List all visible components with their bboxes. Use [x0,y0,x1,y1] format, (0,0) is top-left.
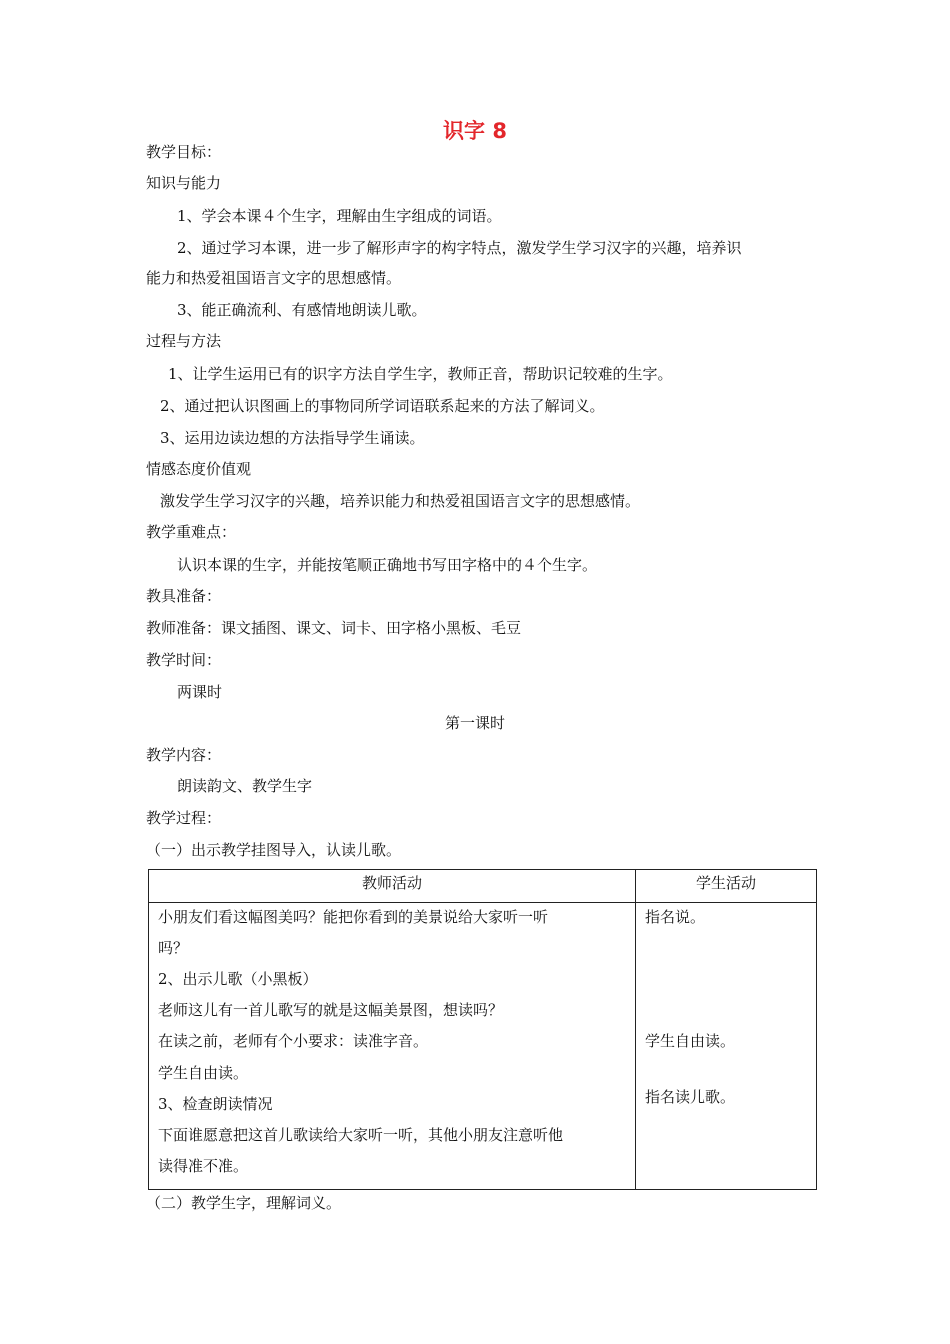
process-item-2: 2、通过把认识图画上的事物同所学词语联系起来的方法了解词义。 [160,397,605,415]
knowledge-item-1: 1、学会本课４个生字，理解由生字组成的词语。 [177,207,502,225]
header-student-activity: 学生活动 [636,870,817,903]
content-heading: 教学内容： [146,746,222,764]
teacher-line: 小朋友们看这幅图美吗？能把你看到的美景说给大家听一听 [158,908,549,926]
teacher-line: 3、检查朗读情况 [158,1095,273,1113]
knowledge-item-3: 3、能正确流利、有感情地朗读儿歌。 [177,301,427,319]
emotion-text: 激发学生学习汉字的兴趣，培养识能力和热爱祖国语言文字的思想感情。 [160,492,641,510]
table-row [149,903,817,1190]
page-title: 识字 8 [443,119,507,143]
activity-table [148,869,817,1190]
teacher-line: 下面谁愿意把这首儿歌读给大家听一听，其他小朋友注意听他 [158,1126,564,1144]
student-activity-cell [636,903,817,1190]
step-2: （二）教学生字，理解词义。 [146,1194,342,1212]
step-1: （一）出示教学挂图导入，认读儿歌。 [146,841,402,859]
table-header-row [149,870,817,903]
process-heading: 过程与方法 [146,332,222,350]
content-text: 朗读韵文、教学生字 [177,777,313,795]
lesson-title: 第一课时 [444,714,505,732]
teacher-line: 在读之前，老师有个小要求：读准字音。 [158,1032,429,1050]
tools-heading: 教具准备： [146,587,222,605]
process-item-1: 1、让学生运用已有的识字方法自学生字，教师正音，帮助识记较难的生字。 [168,365,673,383]
key-heading: 教学重难点： [146,523,237,541]
student-line: 指名说。 [645,908,706,926]
teacher-line: 读得准不准。 [158,1157,249,1175]
teacher-activity-cell [149,903,636,1190]
tools-text: 教师准备：课文插图、课文、词卡、田字格小黑板、毛豆 [146,619,522,637]
student-line: 学生自由读。 [645,1032,736,1050]
goals-heading: 教学目标： [146,143,222,161]
time-text: 两课时 [177,683,223,701]
key-text: 认识本课的生字，并能按笔顺正确地书写田字格中的４个生字。 [177,556,598,574]
teacher-line: 2、出示儿歌（小黑板） [158,970,318,988]
header-teacher-activity: 教师活动 [149,870,636,903]
student-line: 指名读儿歌。 [645,1088,736,1106]
teacher-line: 老师这儿有一首儿歌写的就是这幅美景图，想读吗？ [158,1001,504,1019]
teacher-line: 吗？ [158,939,189,957]
procedure-heading: 教学过程： [146,809,222,827]
knowledge-item-2-cont: 能力和热爱祖国语言文字的思想感情。 [146,269,402,287]
knowledge-heading: 知识与能力 [146,174,222,192]
emotion-heading: 情感态度价值观 [146,460,252,478]
teacher-line: 学生自由读。 [158,1064,249,1082]
time-heading: 教学时间： [146,651,222,669]
knowledge-item-2: 2、通过学习本课，进一步了解形声字的构字特点，激发学生学习汉字的兴趣，培养识 [177,239,742,257]
process-item-3: 3、运用边读边想的方法指导学生诵读。 [160,429,425,447]
